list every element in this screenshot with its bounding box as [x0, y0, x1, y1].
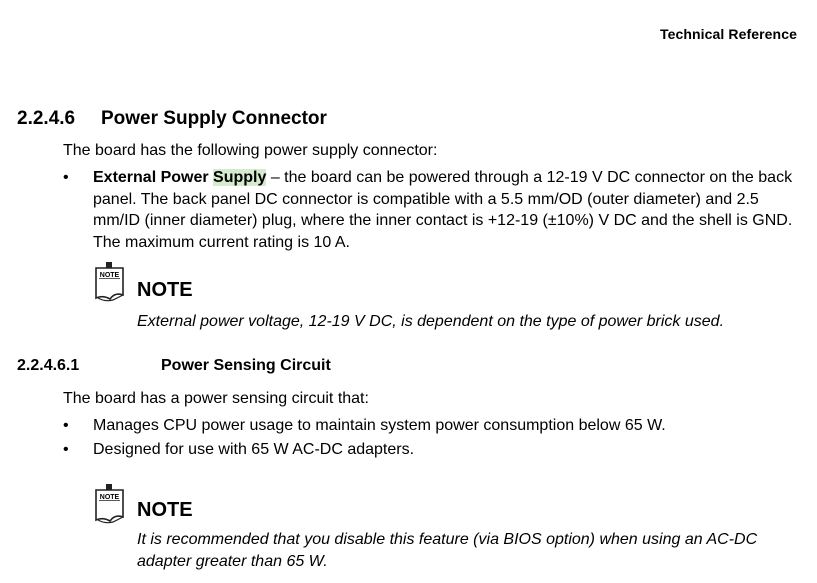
section-number: 2.2.4.6 — [17, 108, 76, 129]
bullet-term — [93, 169, 266, 186]
bullet-text: Manages CPU power usage to maintain system power consumption below 65 W. — [93, 417, 666, 434]
note-title: NOTE — [137, 499, 193, 521]
bullet-icon: • — [63, 169, 69, 186]
running-header: Technical Reference — [659, 26, 797, 42]
subsection-number: 2.2.4.6.1 — [17, 357, 80, 374]
note-icon-label: NOTE — [99, 494, 120, 501]
sensing-list — [63, 415, 793, 460]
bullet-text: – the board can be powered through a 12-19 V DC connector on the back panel. The back panel DC connector is compatible with a 5.5 mm/OD (outer diameter) and 2.5 mm/ID (inner diameter) plug, where the inner contact is +12-19 (±10%) V DC and the shell is GND. The maximum current rating is 10 A. — [93, 169, 793, 251]
connector-list — [63, 167, 793, 253]
bullet-icon: • — [63, 417, 69, 434]
list-item — [63, 415, 793, 437]
section-intro: The board has the following power supply connector: — [63, 142, 438, 159]
section-title: Power Supply Connector — [101, 108, 327, 129]
note-icon — [93, 484, 127, 524]
bullet-icon: • — [63, 440, 69, 458]
bullet-text: Designed for use with 65 W AC-DC adapters. — [93, 440, 415, 458]
note-icon-label: NOTE — [99, 272, 120, 279]
list-item — [63, 439, 793, 461]
note-text: External power voltage, 12-19 V DC, is dependent on the type of power brick used. — [137, 313, 725, 330]
list-item — [63, 167, 793, 253]
section-heading — [17, 108, 327, 130]
subsection-title: Power Sensing Circuit — [161, 357, 331, 374]
note-title: NOTE — [137, 279, 193, 301]
bullet-term-text: External Power — [93, 169, 214, 186]
subsection-heading — [17, 357, 331, 375]
highlighted-text: Supply — [213, 169, 267, 186]
note-icon — [93, 262, 127, 302]
note-text: It is recommended that you disable this feature (via BIOS option) when using an AC-DC adapter greater than 65 W. — [137, 531, 758, 570]
subsection-intro: The board has a power sensing circuit that: — [63, 390, 369, 407]
